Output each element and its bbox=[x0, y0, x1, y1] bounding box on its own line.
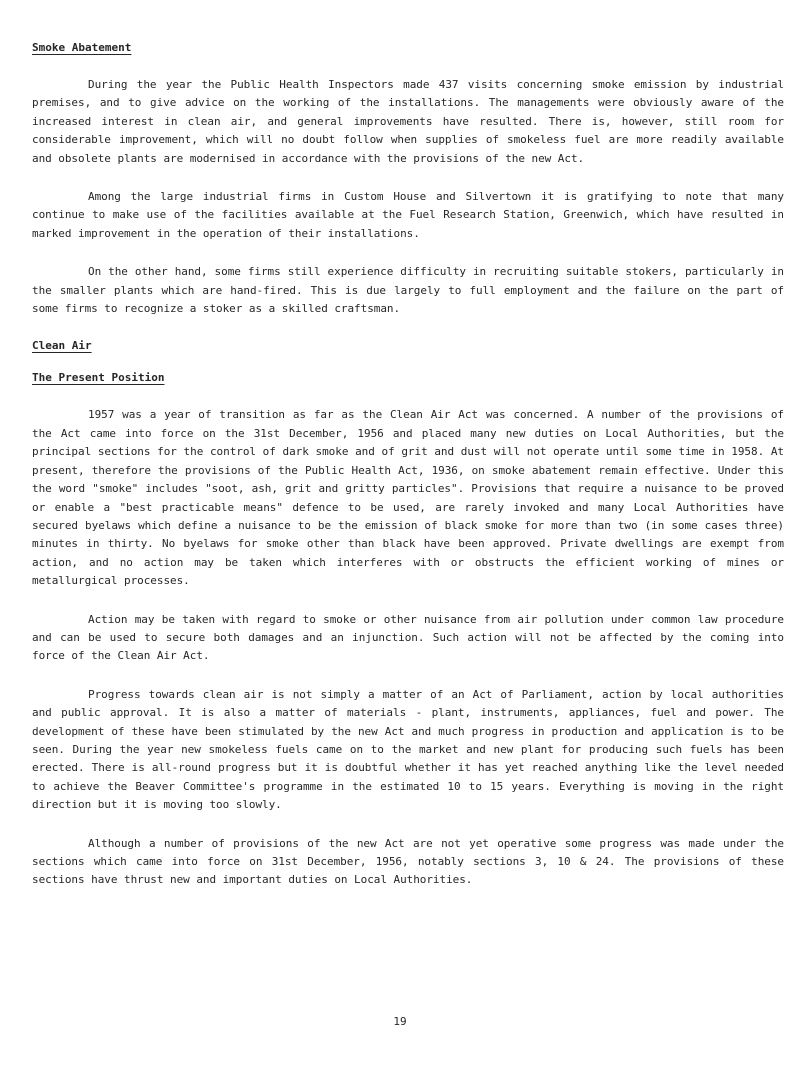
page-number: 19 bbox=[393, 1015, 407, 1028]
smoke-paragraph-3: On the other hand, some firms still experience difficulty in recruiting suitable stokers, particularly in the smaller plants which are hand-fired. This is due largely to full employment and the failure on the part of some firms to recognize a stoker as a skilled craftsman. bbox=[32, 265, 784, 316]
clean-air-paragraph-3: Progress towards clean air is not simply a matter of an Act of Parliament, action by local authorities and public approval. It is also a matter of materials - plant, instruments, appliances, fuel and power. The development of these have been stimulated by the new Act and much progress in production and application is to be seen. During the year new smokeless fuels came on to the market and new plant for producing such fuels has been erected. There is all-round progress but it is doubtful whether it has yet reached anything like the level needed to achieve the Beaver Committee's programme in the estimated 10 to 15 years. Everything is moving in the right direction but it is moving too slowly. bbox=[32, 687, 784, 812]
smoke-paragraph-1: During the year the Public Health Inspectors made 437 visits concerning smoke emission by industrial premises, and to give advice on the working of the installations. The managements were obviously aware of the increased interest in clean air, and general improvements have resulted. There is, however, still room for considerable improvement, which will no doubt follow when supplies of smokeless fuel are more readily available and obsolete plants are modernised in accordance with the provisions of the new Act. bbox=[32, 78, 784, 165]
clean-air-paragraph-1: 1957 was a year of transition as far as the Clean Air Act was concerned. A number of the provisions of the Act came into force on the 31st December, 1956 and placed many new duties on Local Authorities, but the principal sections for the control of dark smoke and of grit and dust will not operate until some time in 1958. At present, therefore the provisions of the Public Health Act, 1936, on smoke abatement remain effective. Under this the word "smoke" includes "soot, ash, grit and gritty particles". Provisions that require a nuisance to be proved or enable a "best practicable means" defence to be used, are rarely invoked and many Local Authorities have secured byelaws which define a nuisance to be the emission of black smoke for more than two (in some cases three) minutes in thirty. No byelaws for smoke other than black have been approved. Private dwellings are exempt from action, and no action may be taken which interferes with or obstructs the efficient working of mines or metallurgical processes. bbox=[32, 408, 784, 588]
clean-air-heading: Clean Air bbox=[32, 339, 92, 353]
clean-air-paragraph-4: Although a number of provisions of the new Act are not yet operative some progress was made under the sections which came into force on 31st December, 1956, notably sections 3, 10 & 24. The provisions of these sections have thrust new and important duties on Local Authorities. bbox=[32, 836, 784, 887]
clean-air-paragraph-2: Action may be taken with regard to smoke or other nuisance from air pollution under common law procedure and can be used to secure both damages and an injunction. Such action will not be affected by the coming into force of the Clean Air Act. bbox=[32, 612, 784, 663]
smoke-paragraph-2: Among the large industrial firms in Custom House and Silvertown it is gratifying to note that many continue to make use of the facilities available at the Fuel Research Station, Greenwich, which have resulted in marked improvement in the operation of their installations. bbox=[32, 190, 784, 240]
document-page bbox=[32, 40, 784, 890]
present-position-heading: The Present Position bbox=[32, 371, 165, 385]
smoke-abatement-heading: Smoke Abatement bbox=[32, 41, 132, 54]
